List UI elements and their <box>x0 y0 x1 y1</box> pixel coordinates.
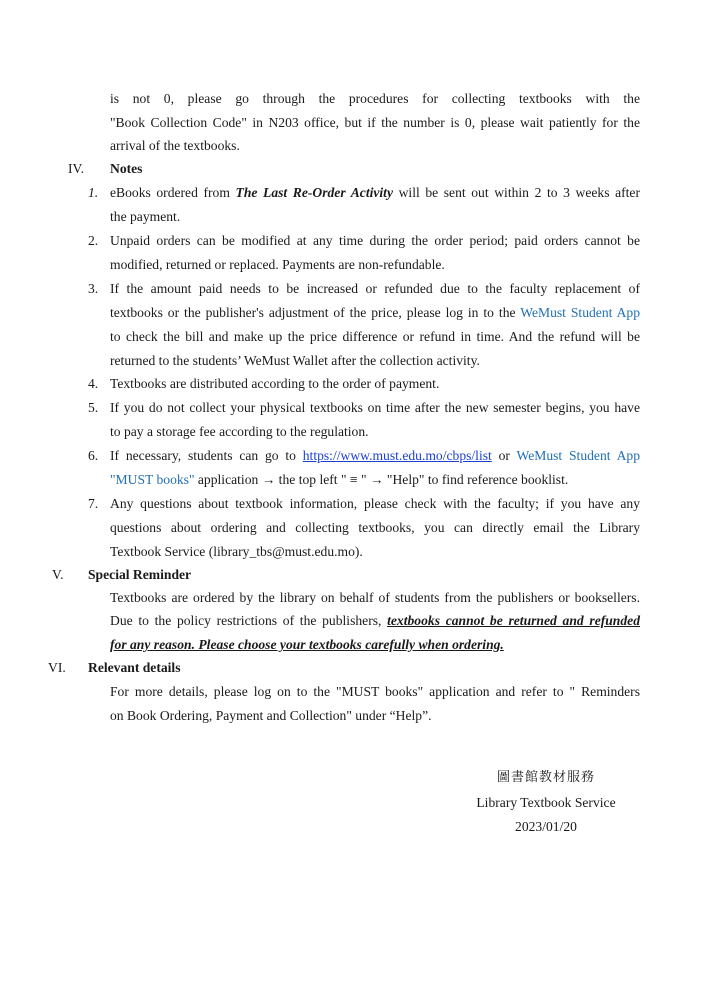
signature-english: Library Textbook Service <box>476 795 616 810</box>
note-5-line-1: If you do not collect your physical textbooks on time after the new semester begins, you have <box>110 400 640 415</box>
section-6-title: Relevant details <box>88 660 181 675</box>
continuation-line-3: arrival of the textbooks. <box>110 138 240 153</box>
section-6-line-2: on Book Ordering, Payment and Collection" under “Help”. <box>110 708 432 723</box>
note-1-number: 1. <box>88 185 99 200</box>
note-3-line-4: returned to the students’ WeMust Wallet after the collection activity. <box>110 353 480 368</box>
note-4-line-1: Textbooks are distributed according to the order of payment. <box>110 376 440 391</box>
note-1-line-2: the payment. <box>110 209 181 224</box>
section-5-line-3: for any reason. Please choose your textbooks carefully when ordering. <box>110 637 504 652</box>
continuation-line-2: "Book Collection Code" in N203 office, but if the number is 0, please wait patiently for the <box>110 115 640 130</box>
section-5-line-1: Textbooks are ordered by the library on behalf of students from the publishers or booksellers. <box>110 590 640 605</box>
section-5-title: Special Reminder <box>88 567 192 582</box>
note-5-number: 5. <box>88 400 99 415</box>
signature-chinese: 圖書館教材服務 <box>496 770 595 785</box>
section-6-line-1: For more details, please log on to the "MUST books" application and refer to " Reminders <box>110 684 640 699</box>
activity-name: The Last Re-Order Activity <box>235 185 393 200</box>
note-7-line-2: questions about ordering and collecting textbooks, you can directly email the Library <box>110 520 640 535</box>
wemust-app-name: WeMust Student App <box>520 305 640 320</box>
note-2-number: 2. <box>88 233 99 248</box>
note-7-line-3: Textbook Service (library_tbs@must.edu.mo). <box>110 544 363 559</box>
continuation-line-1: is not 0, please go through the procedures for collecting textbooks with the <box>110 91 640 106</box>
note-7-number: 7. <box>88 496 99 511</box>
note-3-number: 3. <box>88 281 99 296</box>
note-2-line-2: modified, returned or replaced. Payments are non-refundable. <box>110 257 445 272</box>
must-books-app-name: "MUST books" <box>110 472 195 487</box>
signature-date: 2023/01/20 <box>515 819 577 834</box>
booklist-link[interactable]: https://www.must.edu.mo/cbps/list <box>302 448 492 463</box>
section-4-title: Notes <box>110 161 143 176</box>
note-3-line-1: If the amount paid needs to be increased or refunded due to the faculty replacement of <box>110 281 640 296</box>
note-6-number: 6. <box>88 448 99 463</box>
note-2-line-1: Unpaid orders can be modified at any time during the order period; paid orders cannot be <box>110 233 640 248</box>
wemust-app-name: WeMust Student App <box>516 448 640 463</box>
note-4-number: 4. <box>88 376 99 391</box>
section-6-numeral: VI. <box>48 660 66 675</box>
section-5-line-2: Due to the policy restrictions of the publishers, textbooks cannot be returned and refunded <box>110 613 640 628</box>
section-4-numeral: IV. <box>68 161 84 176</box>
note-6-line-1: If necessary, students can go to https://www.must.edu.mo/cbps/list or WeMust Student App <box>110 448 640 463</box>
note-7-line-1: Any questions about textbook information, please check with the faculty; if you have any <box>110 496 640 511</box>
section-5-numeral: V. <box>52 567 64 582</box>
note-3-line-2: textbooks or the publisher's adjustment of the price, please log in to the WeMust Student App <box>110 305 640 320</box>
note-3-line-3: to check the bill and make up the price difference or refund in time. And the refund will be <box>110 329 640 344</box>
note-1-line-1: eBooks ordered from The Last Re-Order Activity will be sent out within 2 to 3 weeks after <box>110 185 640 200</box>
note-6-line-2: "MUST books" application → the top left " ≡ " → "Help" to find reference booklist. <box>110 472 569 487</box>
no-refund-warning: textbooks cannot be returned and refunded <box>387 613 640 628</box>
note-5-line-2: to pay a storage fee according to the regulation. <box>110 424 369 439</box>
